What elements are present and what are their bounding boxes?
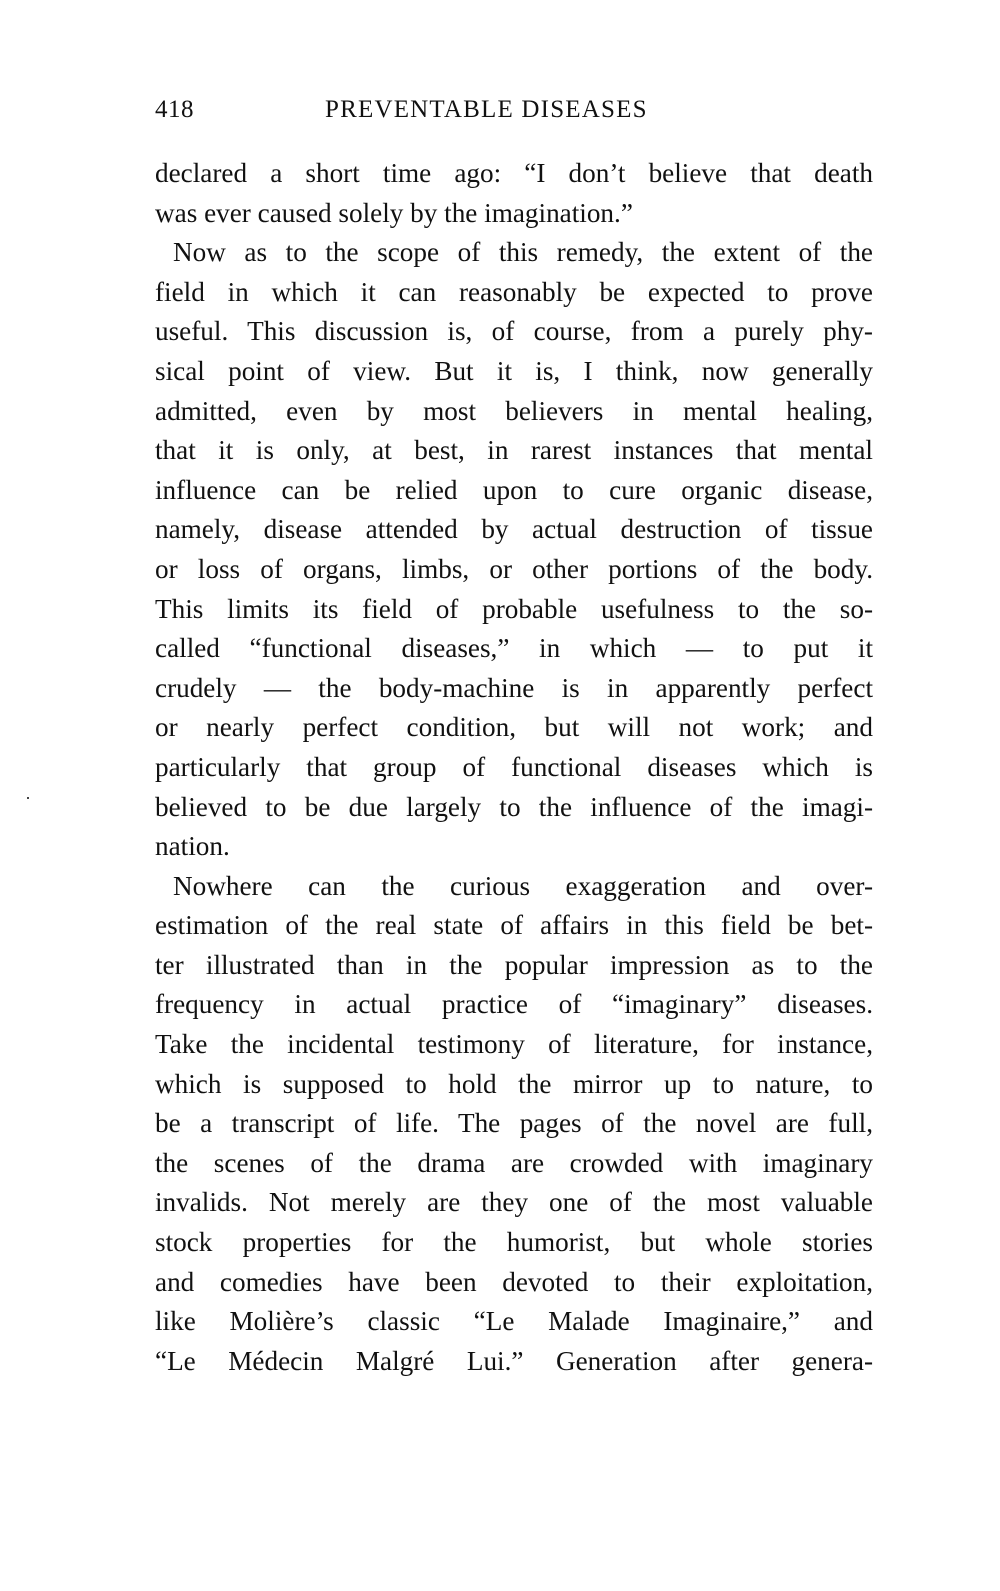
paragraph-continuation (155, 154, 873, 233)
text-line: ter illustrated than in the popular impression as to the (155, 949, 873, 980)
text-line: “Le Médecin Malgré Lui.” Generation after genera- (155, 1345, 873, 1376)
text-line: that it is only, at best, in rarest instances that mental (155, 435, 873, 466)
text-line: useful. This discussion is, of course, from a purely phy- (155, 316, 873, 347)
text-line: declared a short time ago: “I don’t believe that death (155, 158, 873, 188)
text-line: stock properties for the humorist, but whole stories (155, 1227, 873, 1258)
text-line: admitted, even by most believers in mental healing, (155, 395, 873, 426)
text-line: or loss of organs, limbs, or other portions of the body. (155, 553, 873, 584)
text-line: This limits its field of probable usefulness to the so- (155, 593, 873, 624)
text-line: nation. (155, 831, 230, 862)
text-line: invalids. Not merely are they one of the most valuable (155, 1187, 873, 1218)
paragraph-imaginary-diseases (155, 867, 873, 1382)
text-line: and comedies have been devoted to their exploitation, (155, 1266, 873, 1297)
text-line: sical point of view. But it is, I think, now generally (155, 355, 873, 386)
text-line: be a transcript of life. The pages of the novel are full, (155, 1108, 873, 1139)
text-line: like Molière’s classic “Le Malade Imaginaire,” and (155, 1306, 873, 1337)
text-line: the scenes of the drama are crowded with imaginary (155, 1147, 873, 1178)
text-line: namely, disease attended by actual destruction of tissue (155, 514, 873, 545)
running-head (155, 96, 873, 136)
page-number: 418 (155, 96, 194, 123)
text-line: field in which it can reasonably be expected to prove (155, 276, 873, 307)
text-line: Take the incidental testimony of literature, for instance, (155, 1029, 873, 1060)
text-line: Now as to the scope of this remedy, the extent of the (173, 237, 873, 268)
text-line: crudely — the body-machine is in apparently perfect (155, 672, 873, 703)
paragraph-scope-of-remedy (155, 233, 873, 867)
text-line: estimation of the real state of affairs in this field be bet- (155, 910, 873, 941)
text-line: Nowhere can the curious exaggeration and over- (173, 870, 873, 901)
text-line: particularly that group of functional diseases which is (155, 751, 873, 782)
text-line: frequency in actual practice of “imaginary” diseases. (155, 989, 873, 1020)
body-text (155, 154, 873, 1381)
text-line: called “functional diseases,” in which — to put it (155, 633, 873, 664)
text-line: believed to be due largely to the influence of the imagi- (155, 791, 873, 822)
book-page (155, 96, 873, 1381)
text-line: influence can be relied upon to cure organic disease, (155, 474, 873, 505)
running-title: PREVENTABLE DISEASES (325, 96, 648, 123)
text-line: was ever caused solely by the imagination.” (155, 197, 633, 228)
text-line: or nearly perfect condition, but will not work; and (155, 712, 873, 743)
scan-speck (27, 797, 29, 799)
text-line: which is supposed to hold the mirror up to nature, to (155, 1068, 873, 1099)
